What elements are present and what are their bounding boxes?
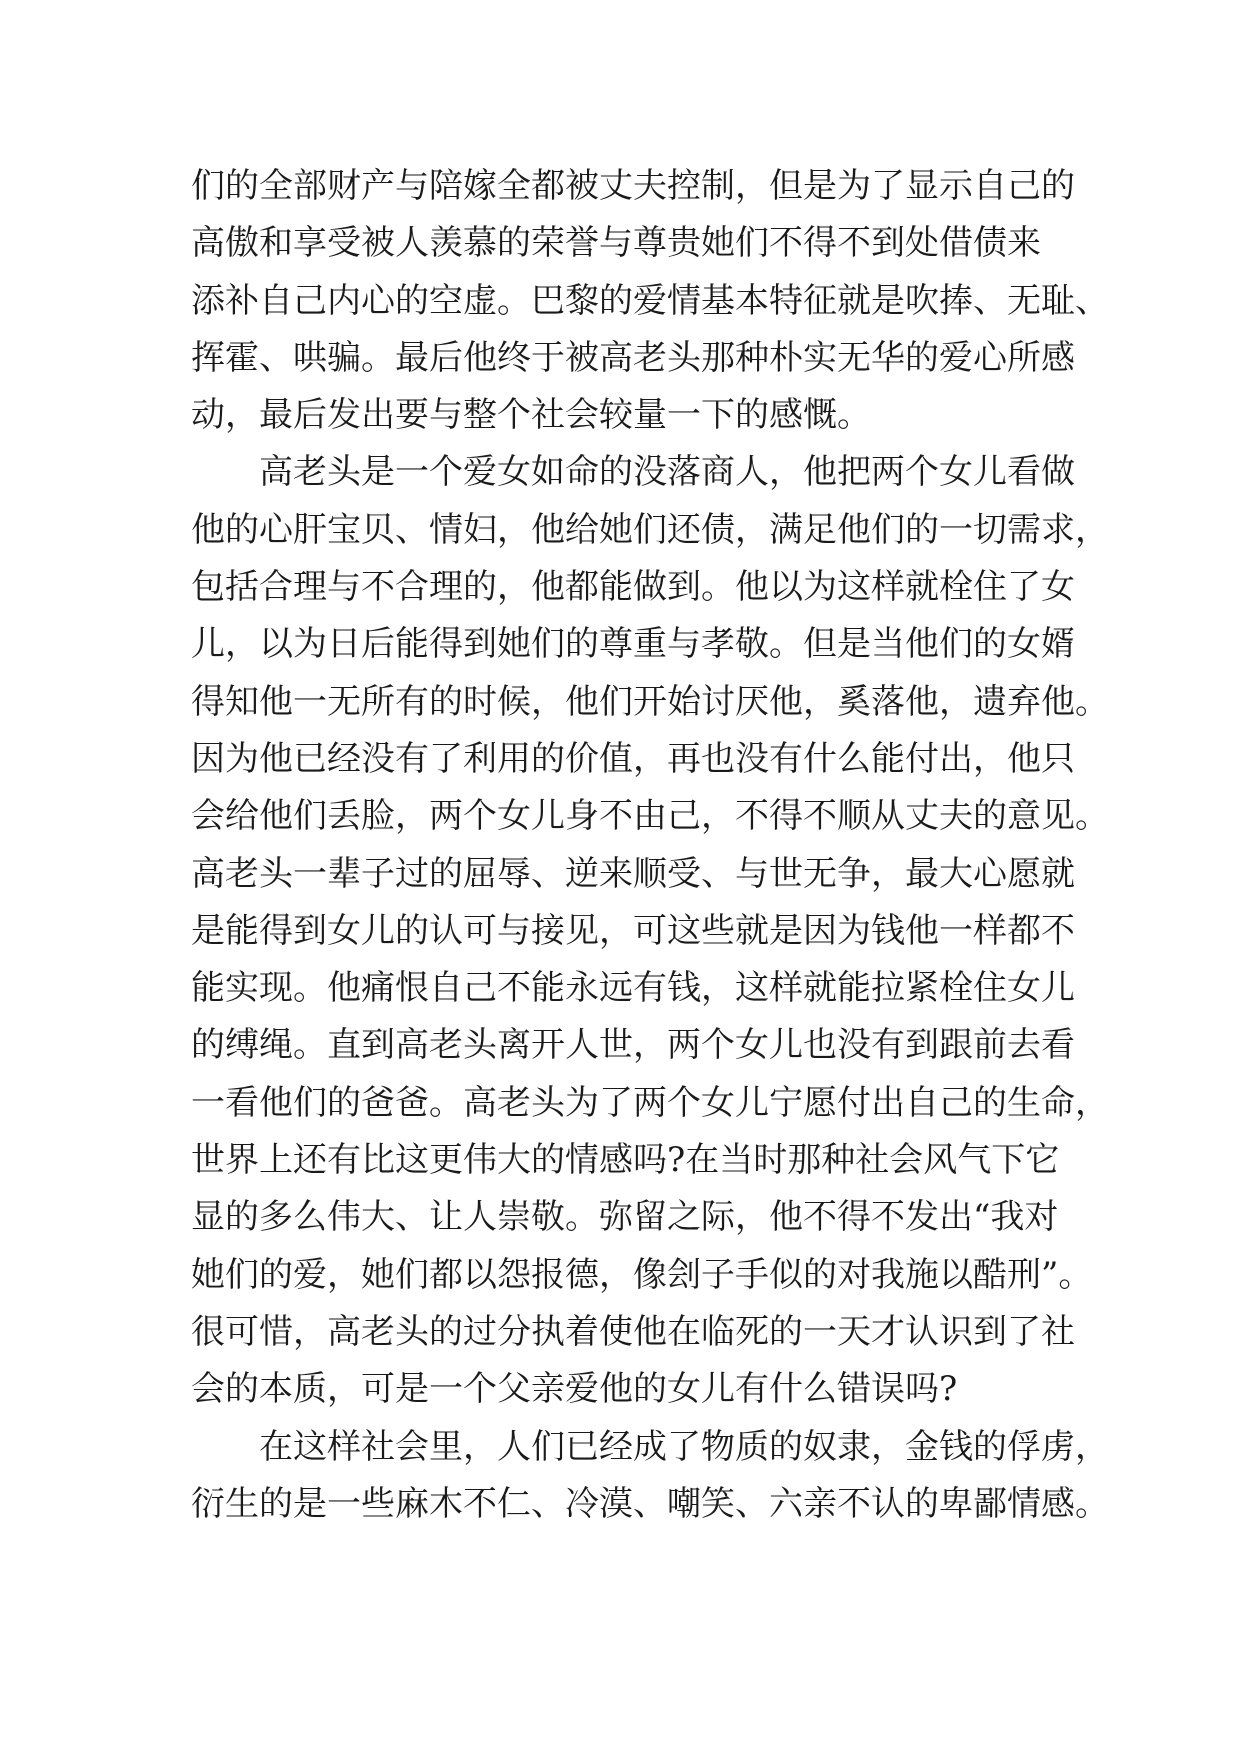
- text-line: 显的多么伟大、让人崇敬。弥留之际，他不得不发出“我对: [191, 1197, 1059, 1238]
- text-line: 挥霍、哄骗。最后他终于被高老头那种朴实无华的爱心所感: [191, 337, 1075, 378]
- text-line: 添补自己内心的空虚。巴黎的爱情基本特征就是吹捧、无耻、: [191, 280, 1109, 321]
- text-line: 会给他们丢脸，两个女儿身不由己，不得不顺从丈夫的意见。: [191, 796, 1109, 837]
- text-line: 因为他已经没有了利用的价值，再也没有什么能付出，他只: [191, 738, 1075, 779]
- paragraph-start-line: 高老头是一个爱女如命的没落商人，他把两个女儿看做: [259, 452, 1075, 493]
- text-line: 动，最后发出要与整个社会较量一下的感慨。: [191, 395, 871, 436]
- text-line: 儿，以为日后能得到她们的尊重与孝敬。但是当他们的女婿: [191, 624, 1075, 665]
- text-line: 高傲和享受被人羡慕的荣誉与尊贵她们不得不到处借债来: [191, 223, 1041, 264]
- text-line: 会的本质，可是一个父亲爱他的女儿有什么错误吗?: [191, 1369, 958, 1410]
- text-line: 衍生的是一些麻木不仁、冷漠、嘲笑、六亲不认的卑鄙情感。: [191, 1483, 1109, 1524]
- paragraph-start-line: 在这样社会里，人们已经成了物质的奴隶，金钱的俘虏，: [259, 1426, 1109, 1467]
- text-line: 的缚绳。直到高老头离开人世，两个女儿也没有到跟前去看: [191, 1025, 1075, 1066]
- text-line: 她们的爱，她们都以怨报德，像刽子手似的对我施以酷刑”。: [191, 1254, 1093, 1295]
- text-line: 得知他一无所有的时候，他们开始讨厌他，奚落他，遗弃他。: [191, 681, 1109, 722]
- text-line: 包括合理与不合理的，他都能做到。他以为这样就栓住了女: [191, 567, 1075, 608]
- body-text: [191, 158, 1109, 1533]
- text-line: 他的心肝宝贝、情妇，他给她们还债，满足他们的一切需求，: [191, 509, 1109, 550]
- text-line: 高老头一辈子过的屈辱、逆来顺受、与世无争，最大心愿就: [191, 853, 1075, 894]
- text-line: 很可惜，高老头的过分执着使他在临死的一天才认识到了社: [191, 1311, 1075, 1352]
- text-line: 能实现。他痛恨自己不能永远有钱，这样就能拉紧栓住女儿: [191, 968, 1075, 1009]
- text-line: 们的全部财产与陪嫁全都被丈夫控制，但是为了显示自己的: [191, 166, 1075, 206]
- text-line: 一看他们的爸爸。高老头为了两个女儿宁愿付出自己的生命，: [191, 1082, 1109, 1123]
- text-line: 是能得到女儿的认可与接见，可这些就是因为钱他一样都不: [191, 910, 1075, 951]
- text-line: 世界上还有比这更伟大的情感吗?在当时那种社会风气下它: [191, 1140, 1060, 1181]
